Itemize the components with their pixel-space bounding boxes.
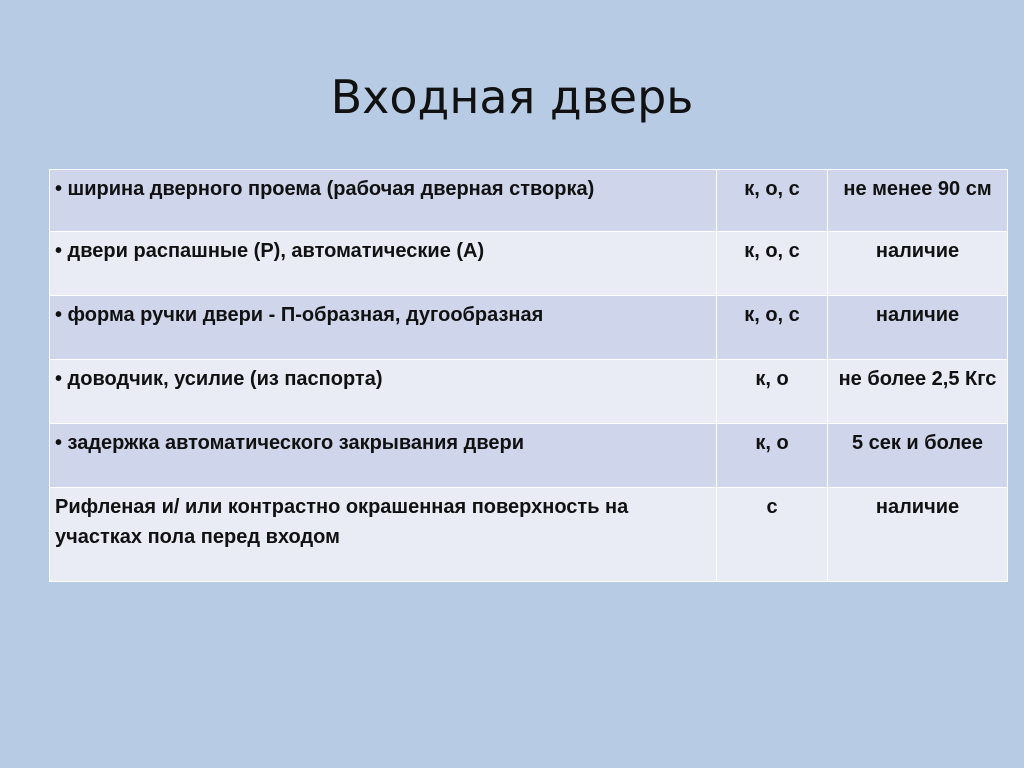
- table-row: [50, 360, 1008, 424]
- category-cell: с: [717, 488, 828, 582]
- norm-cell: 5 сек и более: [828, 424, 1008, 488]
- category-cell: к, о: [717, 424, 828, 488]
- table-row: [50, 232, 1008, 296]
- requirement-cell: • двери распашные (Р), автоматические (А): [50, 232, 717, 296]
- table-row: [50, 488, 1008, 582]
- requirement-cell: Рифленая и/ или контрастно окрашенная поверхность на участках пола перед входом: [50, 488, 717, 582]
- norm-cell: не менее 90 см: [828, 170, 1008, 232]
- requirements-table: [49, 169, 1008, 582]
- category-cell: к, о, с: [717, 232, 828, 296]
- requirement-cell: • форма ручки двери - П-образная, дугообразная: [50, 296, 717, 360]
- table-row: [50, 424, 1008, 488]
- table-row: [50, 170, 1008, 232]
- category-cell: к, о, с: [717, 170, 828, 232]
- slide-title: Входная дверь: [330, 70, 694, 124]
- requirement-cell: • доводчик, усилие (из паспорта): [50, 360, 717, 424]
- norm-cell: наличие: [828, 232, 1008, 296]
- category-cell: к, о: [717, 360, 828, 424]
- table-row: [50, 296, 1008, 360]
- norm-cell: не более 2,5 Кгс: [828, 360, 1008, 424]
- norm-cell: наличие: [828, 488, 1008, 582]
- norm-cell: наличие: [828, 296, 1008, 360]
- requirement-cell: • ширина дверного проема (рабочая дверная створка): [50, 170, 717, 232]
- requirement-cell: • задержка автоматического закрывания двери: [50, 424, 717, 488]
- category-cell: к, о, с: [717, 296, 828, 360]
